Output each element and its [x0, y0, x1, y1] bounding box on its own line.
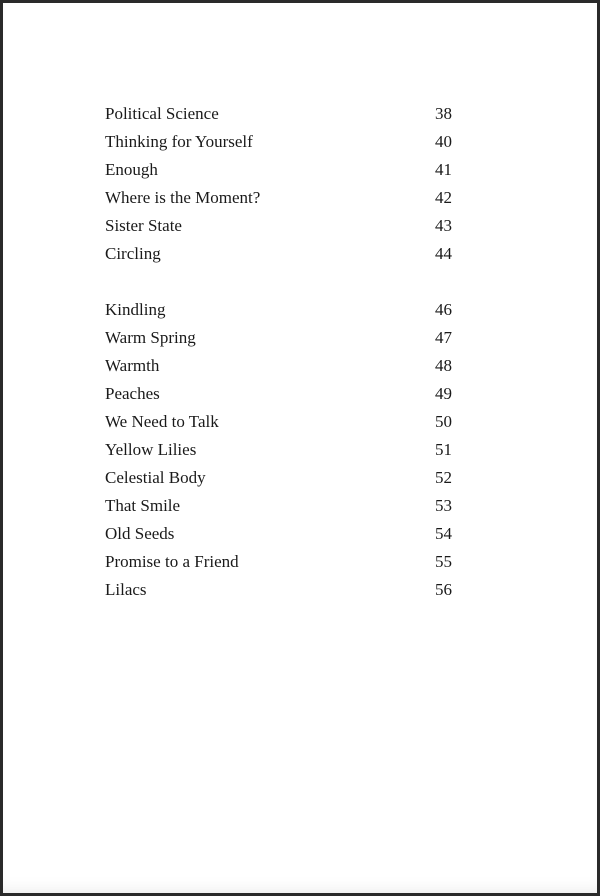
toc-entry-title: Peaches: [105, 384, 160, 403]
toc-entry-title: That Smile: [105, 496, 181, 515]
toc-entry-title: Promise to a Friend: [105, 552, 239, 571]
toc-entry: [105, 352, 465, 380]
toc-entry-title: Kindling: [105, 300, 166, 319]
toc-entry-title: Lilacs: [105, 580, 147, 599]
toc-entry-title: We Need to Talk: [105, 412, 219, 431]
toc-entry-title: Warmth: [105, 356, 160, 375]
toc-entry: [105, 492, 465, 520]
toc-entry-page: 44: [435, 244, 452, 263]
toc-entry-page: 42: [435, 188, 452, 207]
toc-entry-page: 50: [435, 412, 452, 431]
toc-entry: [105, 184, 465, 212]
toc-entry: [105, 380, 465, 408]
table-of-contents: [105, 100, 465, 632]
toc-entry: [105, 408, 465, 436]
toc-entry-page: 38: [435, 104, 452, 123]
toc-group-1: [105, 100, 465, 268]
toc-entry-page: 40: [435, 132, 452, 151]
toc-entry: [105, 100, 465, 128]
toc-entry: [105, 212, 465, 240]
toc-entry-title: Thinking for Yourself: [105, 132, 253, 151]
toc-entry-page: 49: [435, 384, 452, 403]
toc-entry-title: Political Science: [105, 104, 219, 123]
document-page: [3, 3, 597, 893]
toc-entry-page: 47: [435, 328, 452, 347]
toc-entry: [105, 520, 465, 548]
toc-entry: [105, 240, 465, 268]
toc-entry-page: 51: [435, 440, 452, 459]
toc-entry-title: Celestial Body: [105, 468, 206, 487]
toc-entry: [105, 436, 465, 464]
toc-entry: [105, 548, 465, 576]
toc-entry-page: 54: [435, 524, 452, 543]
toc-entry-title: Sister State: [105, 216, 182, 235]
toc-entry: [105, 128, 465, 156]
toc-group-2: [105, 296, 465, 604]
toc-entry-page: 56: [435, 580, 452, 599]
toc-entry-title: Circling: [105, 244, 161, 263]
toc-entry-page: 43: [435, 216, 452, 235]
toc-entry: [105, 296, 465, 324]
toc-entry: [105, 576, 465, 604]
toc-entry: [105, 324, 465, 352]
toc-entry-title: Old Seeds: [105, 524, 175, 543]
toc-entry-page: 53: [435, 496, 452, 515]
toc-entry-page: 52: [435, 468, 452, 487]
toc-entry-title: Yellow Lilies: [105, 440, 197, 459]
toc-entry: [105, 156, 465, 184]
toc-entry-page: 46: [435, 300, 452, 319]
toc-entry-title: Where is the Moment?: [105, 188, 261, 207]
toc-entry: [105, 464, 465, 492]
toc-entry-title: Warm Spring: [105, 328, 196, 347]
toc-entry-title: Enough: [105, 160, 158, 179]
toc-entry-page: 48: [435, 356, 452, 375]
toc-entry-page: 55: [435, 552, 452, 571]
toc-entry-page: 41: [435, 160, 452, 179]
